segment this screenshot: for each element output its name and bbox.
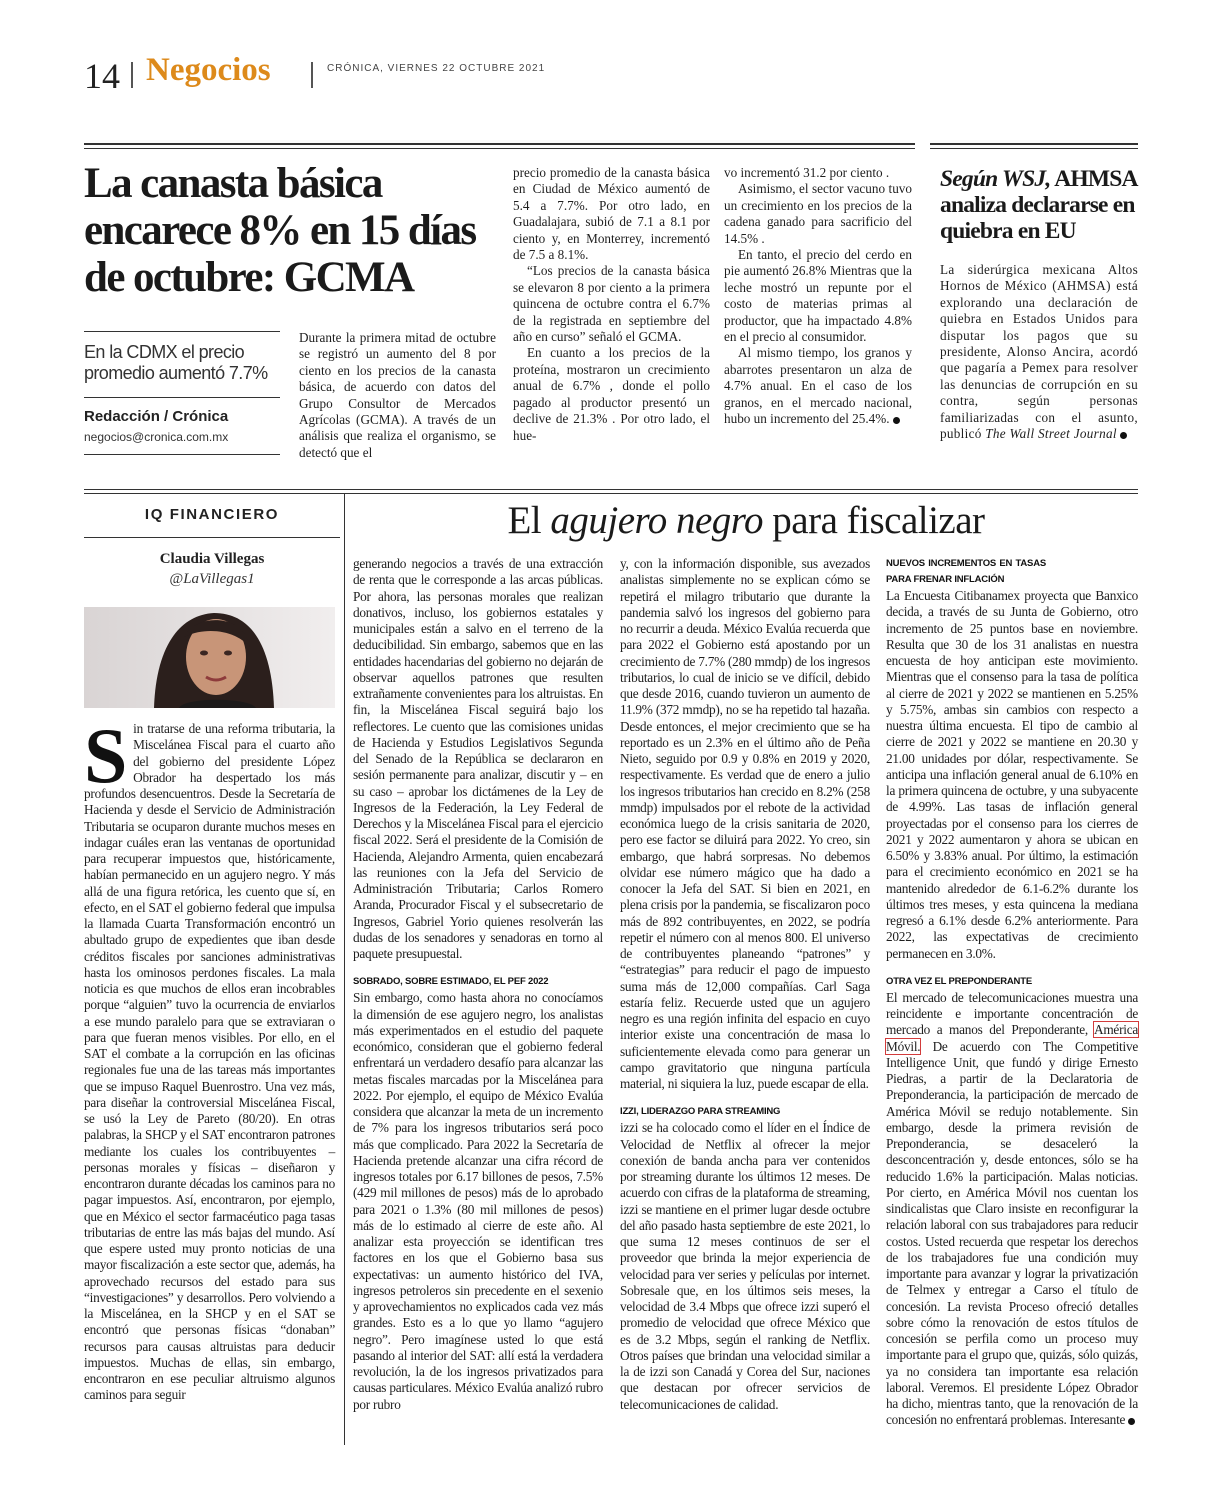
byline-rule: [84, 397, 280, 398]
byline: Redacción / Crónica: [84, 408, 229, 425]
column-col-2: [353, 556, 603, 1413]
column-title: El agujero negro para fiscalizar: [507, 499, 985, 542]
main-headline: La canasta básica encarece 8% en 15 días de octubre: GCMA: [84, 160, 476, 301]
main-story-col-3: [724, 165, 912, 428]
paragraph: En cuanto a los precios de la proteína, mostraron un crecimiento anual de 6.7% , donde el pollo pagado al productor presentó un declive de 21.3% . Por otro lado, el hue-: [513, 345, 710, 443]
highlighted-company[interactable]: América Móvil.: [886, 1022, 1138, 1054]
deck-rule: [84, 331, 280, 332]
author-photo-icon: [84, 607, 335, 708]
paragraph: in tratarse de una reforma tributaria, la Miscelánea Fiscal para el cuarto año del gobierno del presidente López Obrador ha despertado los más profundos desencuentros. Desde la Secretaría de Hacienda y desde el Servicio de Administración Tributaria se ocuparon durante muchos meses en indagar cuáles eran las ventanas de oportunidad para recuperar impuestos que, históricamente, habían permanecido en un agujero negro. Y más allá de una figura retórica, les cuento que sí, en efecto, en el SAT el gobierno federal que impulsa la llamada Cuarta Transformación encontró un abultado grupo de expedientes que iban desde créditos fiscales por sanciones administrativas hasta los ominosos perdones fiscales. La mala noticia es que muchos de ellos eran incobrables porque “alguien” tuvo la ocurrencia de enviarlos a ese mundo paralelo para que se extraviaran o para que fueran menos visibles. Por ello, en el SAT el combate a la corrupción en las oficinas regionales fue una de las tareas más importantes que se impuso Raquel Buenrostro. Una vez más, para diseñar la controversial Miscelánea Fiscal, se usó la Ley de Pareto (80/20). En otras palabras, la SHCP y el SAT encontraron patrones mediante los cuales los contribuyentes – personas morales y físicas – diseñaron y encontraron durante décadas los caminos para no pagar impuestos. Así, encontraron, por ejemplo, que en México el sector farmacéutico paga tasas tributarias de entre las más bajas del mundo. Así que espere usted muy pronto noticias de una mayor fiscalización a este sector que, además, ha aprovechado recursos del estado para sus “investigaciones” y desarrollos. Pero volviendo a la Miscelánea, en la SHCP y en el SAT se encontró que personas físicas “donaban” recursos para causas altruistas para deducir impuestos. Muchas de ellas, sin embargo, encontraron en ese peculiar altruismo algunos caminos para seguir: [84, 721, 335, 1403]
paragraph: y, con la información disponible, sus avezados analistas simplemente no se explican cómo se repetirá el milagro tributario que durante la pandemia salvó los ingresos del gobierno para no recurrir a deuda. México Evalúa recuerda que para 2022 el Gobierno está apostando por un crecimiento de 7.7% (280 mmdp) de los ingresos tributarios, lo cual de inicio se ve difícil, debido que desde 2016, cuando tuvieron un aumento de 11.9% (372 mmdp), no se ha repetido tal hazaña. Desde entonces, el mejor crecimiento que se ha reportado es un 2.3% en el último año de Peña Nieto, seguido por 0.9 y 0.8% en 2019 y 2020, respectivamente. Es verdad que de enero a julio los ingresos tributarios han crecido en 8.2% (258 mmdp) impulsados por el rebote de la actividad económica luego de la crisis sanitaria de 2020, pero ese factor se diluirá para 2022. Yo creo, sin embargo, que habrá sorpresas. No debemos olvidar ese número mágico que ha dado a conocer la Jefa del SAT. Si bien en 2021, en plena crisis por la pandemia, se fiscalizaron poco más de 892 contribuyentes, en 2022, se podría repetir el número con al menos 800. El universo de contribuyentes planeando “patrones” y “estrategias” para reducir el pago de impuesto suma más de 12,000 compañías. Carl Saga estaría feliz. Recuerde usted que un agujero negro es una región infinita del espacio en cuyo interior existe una concentración de masa lo suficientemente elevada como para generar un campo gravitatorio que ninguna partícula material, ni siquiera la luz, puede escapar de ella.: [620, 556, 870, 1091]
deck: En la CDMX el precio promedio aumentó 7.7%: [84, 342, 268, 383]
end-dot-icon: [1120, 432, 1127, 439]
section-rule: [84, 489, 1138, 490]
top-rule-thin: [84, 148, 915, 149]
masthead-divider: [131, 62, 133, 88]
side-top-rule-thin: [930, 148, 1138, 149]
paragraph: Asimismo, el sector vacuno tuvo un crecimiento en los precios de la cadena ganado para sacrificio del 14.5% .: [724, 181, 912, 246]
subhead: SOBRADO, SOBRE ESTIMADO, EL PEF 2022: [353, 976, 549, 988]
paragraph: El mercado de telecomunicaciones muestra una reincidente e importante concentración de mercado a manos del Preponderante, América Móvil. De acuerdo con The Competitive Intelligence Unit, que fundó y dirige Ernesto Piedras, a partir de la Declaratoria de Preponderancia, la participación de mercado de América Móvil se redujo notablemente. Sin embargo, desde la primera revisión de Preponderancia, se desaceleró la desconcentración y, desde entonces, sólo se ha reducido 1.6% la participación. Malas noticias. Por cierto, en América Móvil nos cuentan los sindicalistas que Claro insiste en reconfigurar la relación laboral con sus trabajadores para reducir costos. Usted recuerda que respetar los derechos de los trabajadores fue una condición muy importante para avanzar y lograr la privatización de Telmex y entregar a Carso el título de concesión. La revista Proceso ofreció detalles sobre cómo la renovación de estos títulos de concesión se perfila como un proceso muy importante para el grupo que, quizás, sólo quizás, ya no considera tan importante esa relación laboral. Veremos. El presidente López Obrador ha dicho, mientras tanto, que la renovación de la concesión no enfrentará problemas. Interesante: [886, 989, 1138, 1428]
side-story-body: La siderúrgica mexicana Altos Hornos de México (AHMSA) está explorando una declaración de quiebra en Estados Unidos para disputar los pagos que su presidente, Alonso Ancira, acordó que pagaría a Pemex para resolver las denuncias de corrupción en su contra, según personas familiarizadas con el asunto, publicó The Wall Street Journal: [940, 262, 1138, 442]
paragraph: generando negocios a través de una extracción de renta que le corresponde a las arcas públicas. Por ahora, las personas morales que realizan donativos, incluso, los gobiernos estatales y municipales están a salvo en el terreno de la deducibilidad. Sin embargo, sabemos que en las entidades hacendarias del gobierno no dejarán de observar aquellos patrones que resulten extrañamente convenientes para los altruistas. En fin, la Miscelánea Fiscal seguirá bajo los reflectores. Le cuento que las comisiones unidas de Hacienda y Estudios Legislativos Segunda del Senado de la República se declararon en sesión permanente para analizar, discutir y – en su caso – aprobar los dictámenes de la Ley de Ingresos de la Federación, la Ley Federal de Derechos y la Miscelánea Fiscal para el ejercicio fiscal 2022. Será el presidente de la Comisión de Hacienda, Alejandro Armenta, quien encabezará las reuniones con la Jefa del Servicio de Administración Tributaria; Carlos Romero Aranda, Procurador Fiscal y el subsecretario de Ingresos, Gabriel Yorio quienes resolverán las dudas de los senadores y senadoras en torno al paquete presupuestal.: [353, 556, 603, 961]
author-photo: [84, 607, 335, 708]
subhead: IZZI, LIDERAZGO PARA STREAMING: [620, 1106, 781, 1118]
end-dot-icon: [1128, 1418, 1135, 1425]
column-kicker: IQ FINANCIERO: [144, 506, 280, 523]
column-col-4: [886, 556, 1138, 1429]
dateline: CRÓNICA, VIERNES 22 OCTUBRE 2021: [327, 63, 546, 74]
column-col-1: [84, 712, 335, 1404]
main-story-col-2: [513, 165, 710, 444]
paragraph: Al mismo tiempo, los granos y abarrotes presentaron un alza de 4.7% anual. En el caso de los granos, en el mercado nacional, hubo un incremento del 25.4%.: [724, 345, 912, 427]
subhead: NUEVOS INCREMENTOS EN TASAS PARA FRENAR INFLACIÓN: [886, 558, 1046, 585]
paragraph: precio promedio de la canasta básica en Ciudad de México aumentó de 5.4 a 7.7%. Por otro lado, en Guadalajara, subió de 7.1 a 8.1 por ciento y, en Monterrey, incrementó de 7.5 a 8.1%.: [513, 165, 710, 263]
column-col-3: [620, 556, 870, 1413]
page-number: 14: [84, 56, 120, 96]
end-dot-icon: [893, 417, 900, 424]
paragraph: En tanto, el precio del cerdo en pie aumentó 26.8% Mientras que la leche mostró un repunte por el costo de materias primas al productor, que ha impactado 4.8% en el precio al consumidor.: [724, 247, 912, 345]
main-story-col-1: [299, 330, 496, 461]
section-title: Negocios: [146, 52, 271, 88]
author-handle[interactable]: @LaVillegas1: [169, 571, 255, 587]
paragraph: vo incrementó 31.2 por ciento .: [724, 165, 890, 180]
paragraph: Durante la primera mitad de octubre se registró un aumento del 8 por ciento en los precios de la canasta básica, de acuerdo con datos del Grupo Consultor de Mercados Agrícolas (GCMA). A través de un análisis que realiza el organismo, se detectó que el: [299, 330, 496, 460]
paragraph: izzi se ha colocado como el líder en el Índice de Velocidad de Netflix al ofrecer la mejor conexión de banda ancha para ver contenidos por streaming durante los últimos 12 meses. De acuerdo con cifras de la plataforma de streaming, izzi se mantiene en el primer lugar desde octubre del año pasado hasta septiembre de este 2021, lo que suma 12 meses continuos de ser el proveedor que brinda la mejor experiencia de velocidad para ver series y películas por internet. Sobresale que, en los últimos seis meses, la velocidad de 3.4 Mbps que ofrece izzi superó el promedio de velocidad que ofrece México que es de 3.2 Mbps, según el ranking de Netflix. Otros países que brindan una velocidad similar a la de izzi son Canadá y Corea del Sur, naciones que destacan por ofrecer servicios de telecomunicaciones de calidad.: [620, 1120, 870, 1412]
column-author: Claudia Villegas: [159, 551, 265, 567]
paragraph: “Los precios de la canasta básica se elevaron 8 por ciento a la primera quincena de octubre contra el 6.7% de la registrada en septiembre del año en curso” señaló el GCMA.: [513, 263, 710, 345]
byline-bottom-rule: [84, 454, 280, 455]
kicker-rule: [84, 537, 340, 538]
section-rule-thin: [84, 493, 1138, 494]
side-story-title: Según WSJ, AHMSA analiza declararse en quiebra en EU: [940, 166, 1137, 244]
subhead: OTRA VEZ EL PREPONDERANTE: [886, 975, 1032, 987]
drop-cap: S: [84, 712, 128, 799]
source-name: The Wall Street Journal: [985, 426, 1117, 442]
side-top-rule: [930, 143, 1138, 145]
top-rule: [84, 143, 915, 145]
paragraph: Sin embargo, como hasta ahora no conocíamos la dimensión de ese agujero negro, los analistas más experimentados en el estudio del paquete económico, consideran que el gobierno federal enfrentará un verdadero desafío para alcanzar las metas fiscales marcadas por la Miscelánea para 2022. Por ejemplo, el equipo de México Evalúa considera que alcanzar la meta de un incremento de 7% para los ingresos tributarios será poco más que complicado. Para 2022 la Secretaría de Hacienda pretende alcanzar una cifra récord de ingresos totales por 6.17 billones de pesos, 7.5% (429 mil millones de pesos) más de lo aprobado para 2021 o 1.3% (80 mil millones de pesos) más de lo estimado al cierre de este año. Al analizar esta proyección se identifican tres factores en los que el Gobierno basa sus expectativas: un aumento histórico del IVA, ingresos petroleros sin precedente en el sexenio y aprovechamientos no explicados cada vez más grandes. Esto es a lo que yo llamo “agujero negro”. Pero imagínese usted lo que está pasando al interior del SAT: allí está la verdadera revolución, la de los ingresos privatizados para causas particulares. México Evalúa analizó rubro por rubro: [353, 990, 603, 1412]
column-divider: [344, 493, 345, 1445]
masthead-divider: [311, 62, 313, 88]
author-email[interactable]: negocios@cronica.com.mx: [84, 430, 229, 444]
paragraph: La Encuesta Citibanamex proyecta que Banxico decida, a través de su Junta de Gobierno, otro incremento de 25 puntos base en noviembre. Resulta que 30 de los 31 analistas en nuestra encuesta de hoy anticipan este movimiento. Mientras que el consenso para la tasa de política al cierre de 2021 y 2022 se mantienen en 5.25% y 5.75%, ambas sin cambios con respecto a nuestra última encuesta. El tipo de cambio al cierre de 2021 y 2022 se mantiene en 20.30 y 21.00 unidades por dólar, respectivamente. Se anticipa una inflación general anual de 6.10% en la primera quincena de octubre, y una subyacente de 4.99%. Las tasas de inflación general proyectadas por el consenso para los cierres de 2021 y 2022 aumentaron y ahora se ubican en 6.50% y 3.83% anual. Por último, la estimación para el crecimiento económico en 2021 se ha mantenido alrededor de 6.1-6.2% durante los últimos tres meses, y esta quincena la mediana regresó a 6.1% desde 6.2% anteriormente. Para 2022, las expectativas de crecimiento permanecen en 3.0%.: [886, 588, 1138, 961]
